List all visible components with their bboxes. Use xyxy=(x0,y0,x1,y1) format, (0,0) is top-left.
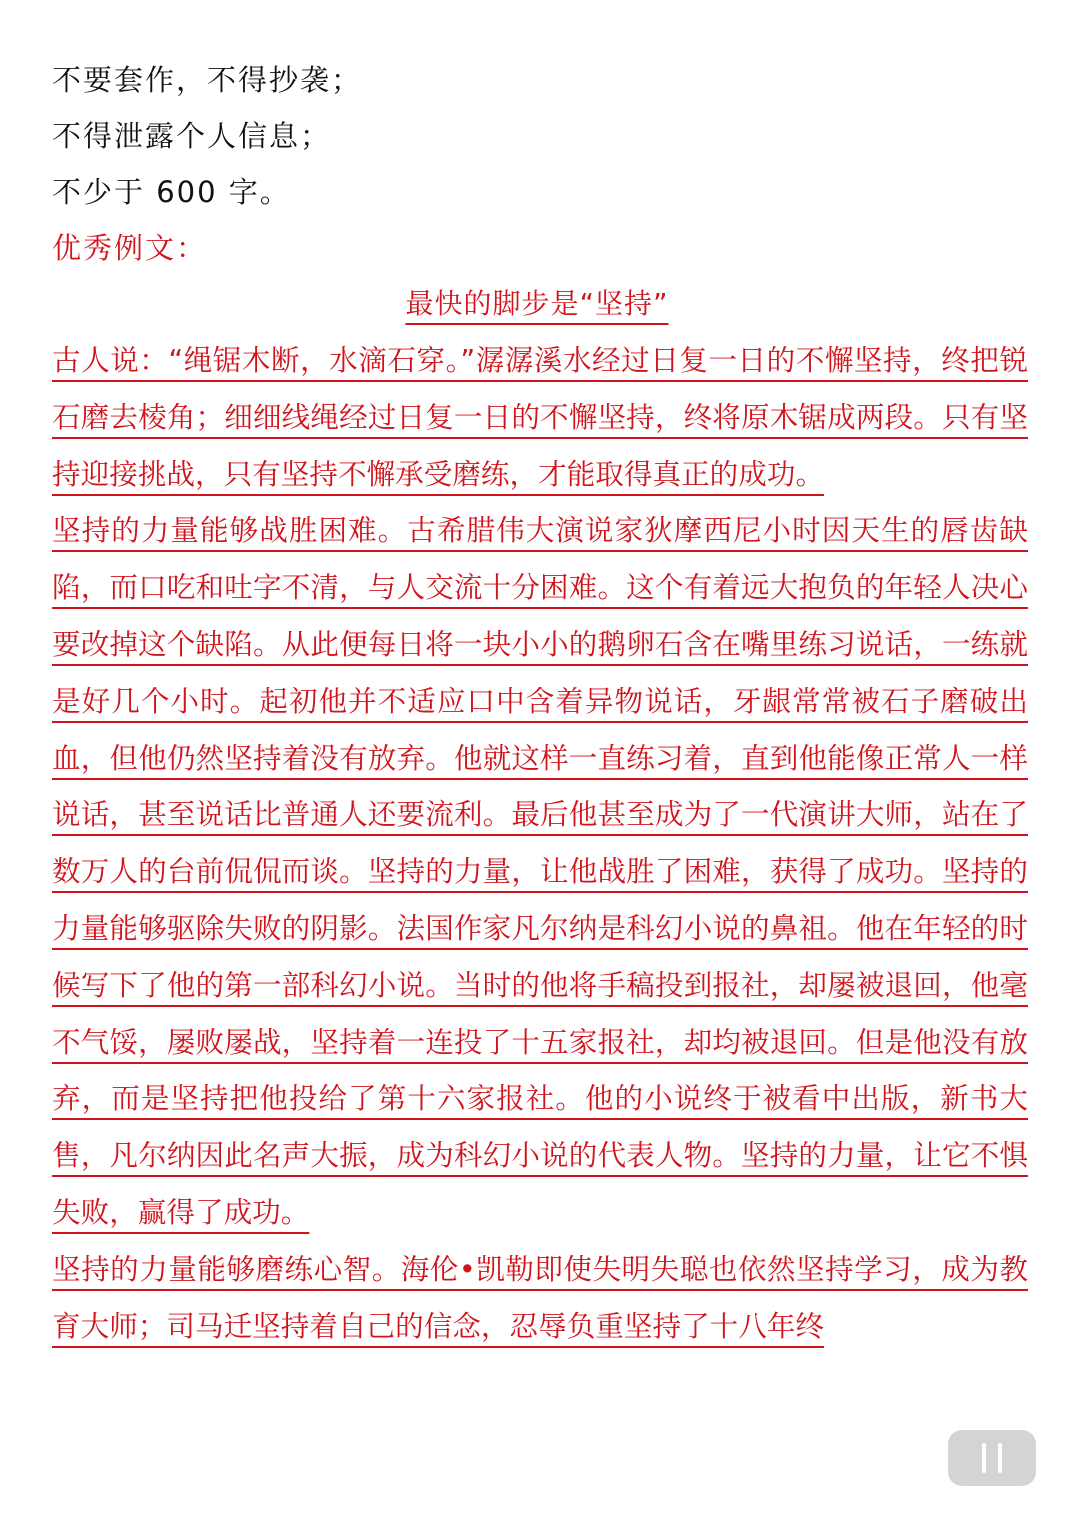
essay-title-row xyxy=(52,276,1028,332)
document-page xyxy=(52,52,1028,1354)
essay-paragraph: 坚持的力量能够磨练心智。海伦•凯勒即使失明失聪也依然坚持学习，成为教育大师；司马迁坚持着自己的信念，忍辱负重坚持了十八年终 xyxy=(52,1251,1028,1343)
requirement-line: 不少于 600 字。 xyxy=(52,175,291,209)
example-label: 优秀例文： xyxy=(52,231,208,265)
requirement-line: 不得泄露个人信息； xyxy=(52,119,332,153)
pause-bar xyxy=(982,1443,986,1473)
pause-icon[interactable] xyxy=(948,1430,1036,1486)
essay-paragraph: 古人说：“绳锯木断，水滴石穿。”潺潺溪水经过日复一日的不懈坚持，终把锐石磨去棱角；细细线绳经过日复一日的不懈坚持，终将原木锯成两段。只有坚持迎接挑战，只有坚持不懈承受磨练，才能取得真正的成功。 xyxy=(52,343,1028,491)
essay-title: 最快的脚步是“坚持” xyxy=(405,287,669,320)
pause-bar xyxy=(998,1443,1002,1473)
requirement-line: 不要套作，不得抄袭； xyxy=(52,63,363,97)
essay-paragraph: 坚持的力量能够战胜困难。古希腊伟大演说家狄摩西尼小时因天生的唇齿缺陷，而口吃和吐字不清，与人交流十分困难。这个有着远大抱负的年轻人决心要改掉这个缺陷。从此便每日将一块小小的鹅卵石含在嘴里练习说话，一练就是好几个小时。起初他并不适应口中含着异物说话，牙龈常常被石子磨破出血，但他仍然坚持着没有放弃。他就这样一直练习着，直到他能像正常人一样说话，甚至说话比普通人还要流利。最后他甚至成为了一代演讲大师，站在了数万人的台前侃侃而谈。坚持的力量，让他战胜了困难，获得了成功。坚持的力量能够驱除失败的阴影。法国作家凡尔纳是科幻小说的鼻祖。他在年轻的时候写下了他的第一部科幻小说。当时的他将手稿投到报社，却屡被退回，他毫不气馁，屡败屡战，坚持着一连投了十五家报社，却均被退回。但是他没有放弃，而是坚持把他投给了第十六家报社。他的小说终于被看中出版，新书大售，凡尔纳因此名声大振，成为科幻小说的代表人物。坚持的力量，让它不惧失败，赢得了成功。 xyxy=(52,513,1028,1229)
